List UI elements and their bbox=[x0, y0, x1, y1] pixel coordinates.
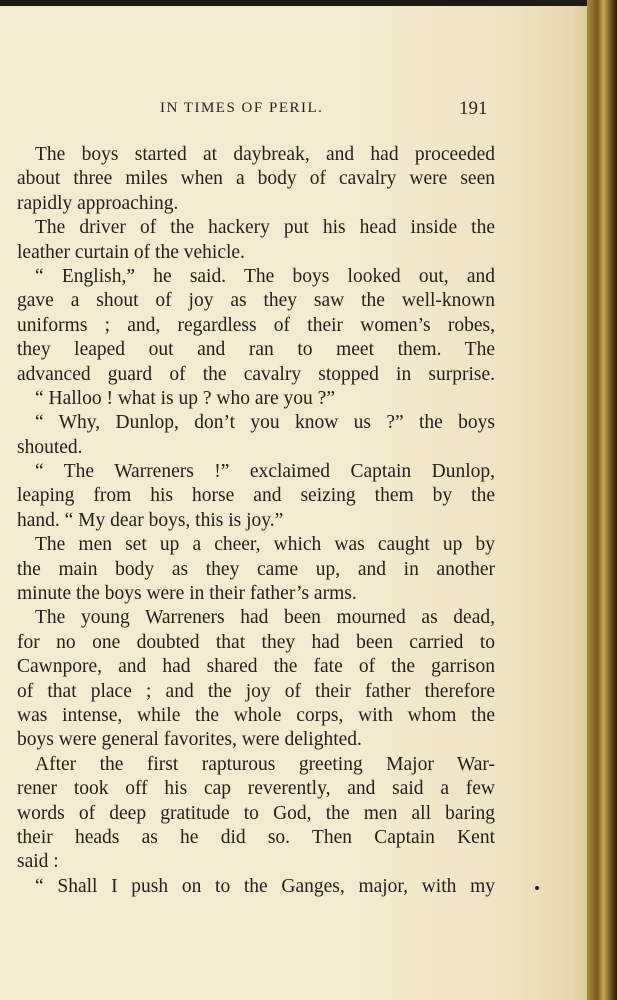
text-line: “ Why, Dunlop, don’t you know us ?” the boys bbox=[35, 412, 495, 434]
text-line: their heads as he did so. Then Captain Kent bbox=[17, 826, 495, 848]
text-line: boys were general favorites, were delighted. bbox=[17, 729, 362, 751]
text-line: gave a shout of joy as they saw the well-known bbox=[17, 290, 495, 312]
text-line: words of deep gratitude to God, the men all baring bbox=[17, 802, 495, 824]
text-line: minute the boys were in their father’s arms. bbox=[17, 583, 357, 605]
page-number: 191 bbox=[459, 98, 488, 119]
text-line: hand. “ My dear boys, this is joy.” bbox=[17, 509, 284, 531]
text-line: rapidly approaching. bbox=[17, 192, 179, 214]
text-line: After the first rapturous greeting Major War- bbox=[35, 753, 495, 775]
text-line: The boys started at daybreak, and had proceeded bbox=[35, 144, 495, 165]
text-line: for no one doubted that they had been carried to bbox=[17, 631, 495, 653]
text-line: leather curtain of the vehicle. bbox=[17, 241, 245, 263]
text-line: about three miles when a body of cavalry were seen bbox=[17, 168, 495, 190]
text-line: The driver of the hackery put his head inside the bbox=[35, 217, 495, 239]
text-line: was intense, while the whole corps, with whom the bbox=[17, 704, 495, 726]
text-line: The young Warreners had been mourned as dead, bbox=[35, 607, 495, 629]
text-line: of that place ; and the joy of their father therefore bbox=[17, 680, 495, 702]
ink-speck bbox=[535, 886, 539, 890]
text-line: shouted. bbox=[17, 436, 83, 458]
text-line: the main body as they came up, and in another bbox=[17, 558, 495, 580]
text-line: they leaped out and ran to meet them. The bbox=[17, 339, 495, 361]
text-line: “ Halloo ! what is up ? who are you ?” bbox=[35, 387, 335, 409]
text-line: advanced guard of the cavalry stopped in surprise. bbox=[17, 363, 495, 385]
text-line: rener took off his cap reverently, and said a few bbox=[17, 778, 495, 800]
text-line: leaping from his horse and seizing them by the bbox=[17, 485, 495, 507]
book-spine-edge bbox=[587, 0, 617, 1000]
body-text bbox=[17, 143, 495, 899]
text-line: Cawnpore, and had shared the fate of the garrison bbox=[17, 656, 495, 678]
text-line: “ English,” he said. The boys looked out, and bbox=[35, 265, 495, 287]
running-title: IN TIMES OF PERIL. bbox=[160, 100, 324, 116]
text-line: The men set up a cheer, which was caught up by bbox=[35, 534, 495, 556]
text-line: said : bbox=[17, 851, 59, 873]
text-line: “ The Warreners !” exclaimed Captain Dunlop, bbox=[35, 461, 495, 483]
text-line: “ Shall I push on to the Ganges, major, with my bbox=[35, 875, 495, 897]
book-page bbox=[0, 6, 596, 1000]
text-line: uniforms ; and, regardless of their women’s robes, bbox=[17, 314, 495, 336]
page-header bbox=[0, 98, 596, 122]
